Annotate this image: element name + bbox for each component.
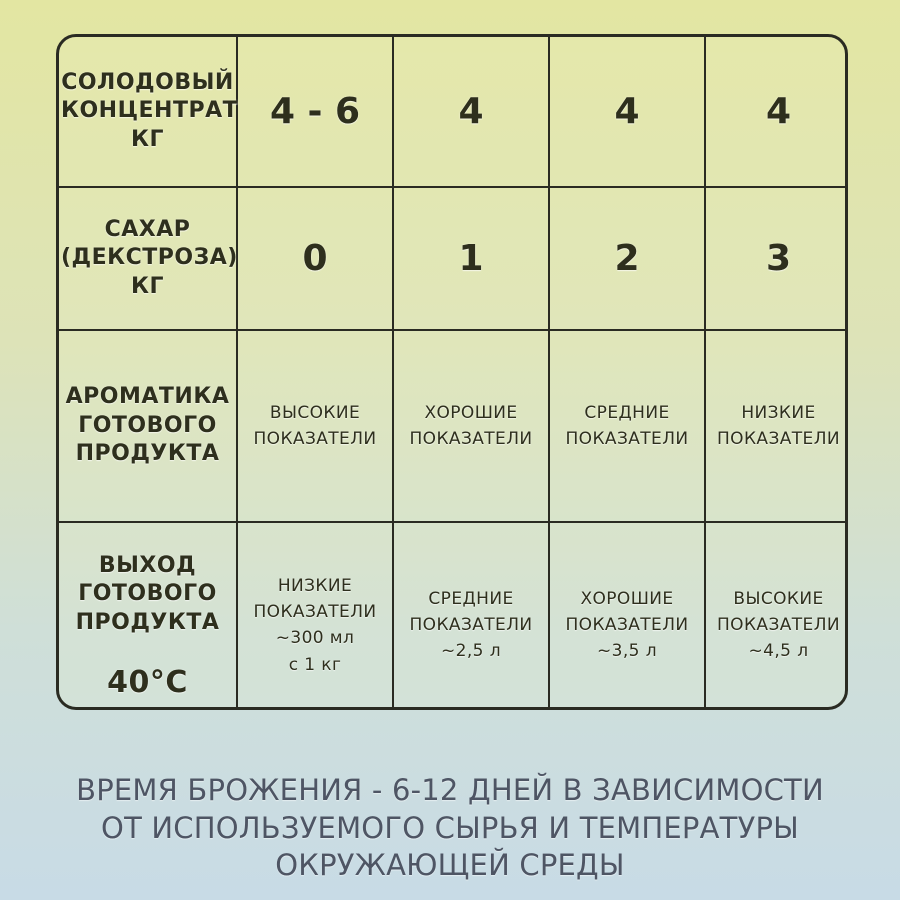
fermentation-time-note [0, 772, 900, 885]
row-label-malt-concentrate: СОЛОДОВЫЙ КОНЦЕНТРАТ КГ [59, 37, 237, 187]
cell-malt-1: 4 - 6 [237, 37, 393, 187]
row-label-yield: ВЫХОД ГОТОВОГО ПРОДУКТА [75, 552, 220, 635]
footer-line-2: ОТ ИСПОЛЬЗУЕМОГО СЫРЬЯ И ТЕМПЕРАТУРЫ [101, 810, 799, 845]
cell-malt-2: 4 [393, 37, 549, 187]
cell-yield-3: ХОРОШИЕ ПОКАЗАТЕЛИ ~3,5 л [549, 522, 705, 710]
row-label-yield-temperature: 40°С [107, 664, 188, 700]
cell-sugar-4: 3 [705, 187, 848, 330]
row-malt-concentrate [59, 37, 848, 187]
cell-aroma-3: СРЕДНИЕ ПОКАЗАТЕЛИ [549, 330, 705, 522]
row-label-yield-cell [59, 522, 237, 710]
row-label-sugar: САХАР (ДЕКСТРОЗА) КГ [59, 187, 237, 330]
comparison-table [59, 37, 848, 710]
comparison-table-frame [56, 34, 848, 710]
cell-aroma-4: НИЗКИЕ ПОКАЗАТЕЛИ [705, 330, 848, 522]
row-sugar [59, 187, 848, 330]
cell-sugar-2: 1 [393, 187, 549, 330]
cell-yield-4: ВЫСОКИЕ ПОКАЗАТЕЛИ ~4,5 л [705, 522, 848, 710]
footer-line-3: ОКРУЖАЮЩЕЙ СРЕДЫ [275, 848, 625, 883]
cell-malt-4: 4 [705, 37, 848, 187]
cell-yield-2: СРЕДНИЕ ПОКАЗАТЕЛИ ~2,5 л [393, 522, 549, 710]
cell-malt-3: 4 [549, 37, 705, 187]
row-aroma [59, 330, 848, 522]
cell-sugar-1: 0 [237, 187, 393, 330]
footer-line-1: ВРЕМЯ БРОЖЕНИЯ - 6-12 ДНЕЙ В ЗАВИСИМОСТИ [76, 773, 824, 807]
cell-yield-1: НИЗКИЕ ПОКАЗАТЕЛИ ~300 мл с 1 кг [237, 522, 393, 710]
row-label-aroma: АРОМАТИКА ГОТОВОГО ПРОДУКТА [59, 330, 237, 522]
cell-aroma-1: ВЫСОКИЕ ПОКАЗАТЕЛИ [237, 330, 393, 522]
cell-sugar-3: 2 [549, 187, 705, 330]
cell-aroma-2: ХОРОШИЕ ПОКАЗАТЕЛИ [393, 330, 549, 522]
row-yield [59, 522, 848, 710]
